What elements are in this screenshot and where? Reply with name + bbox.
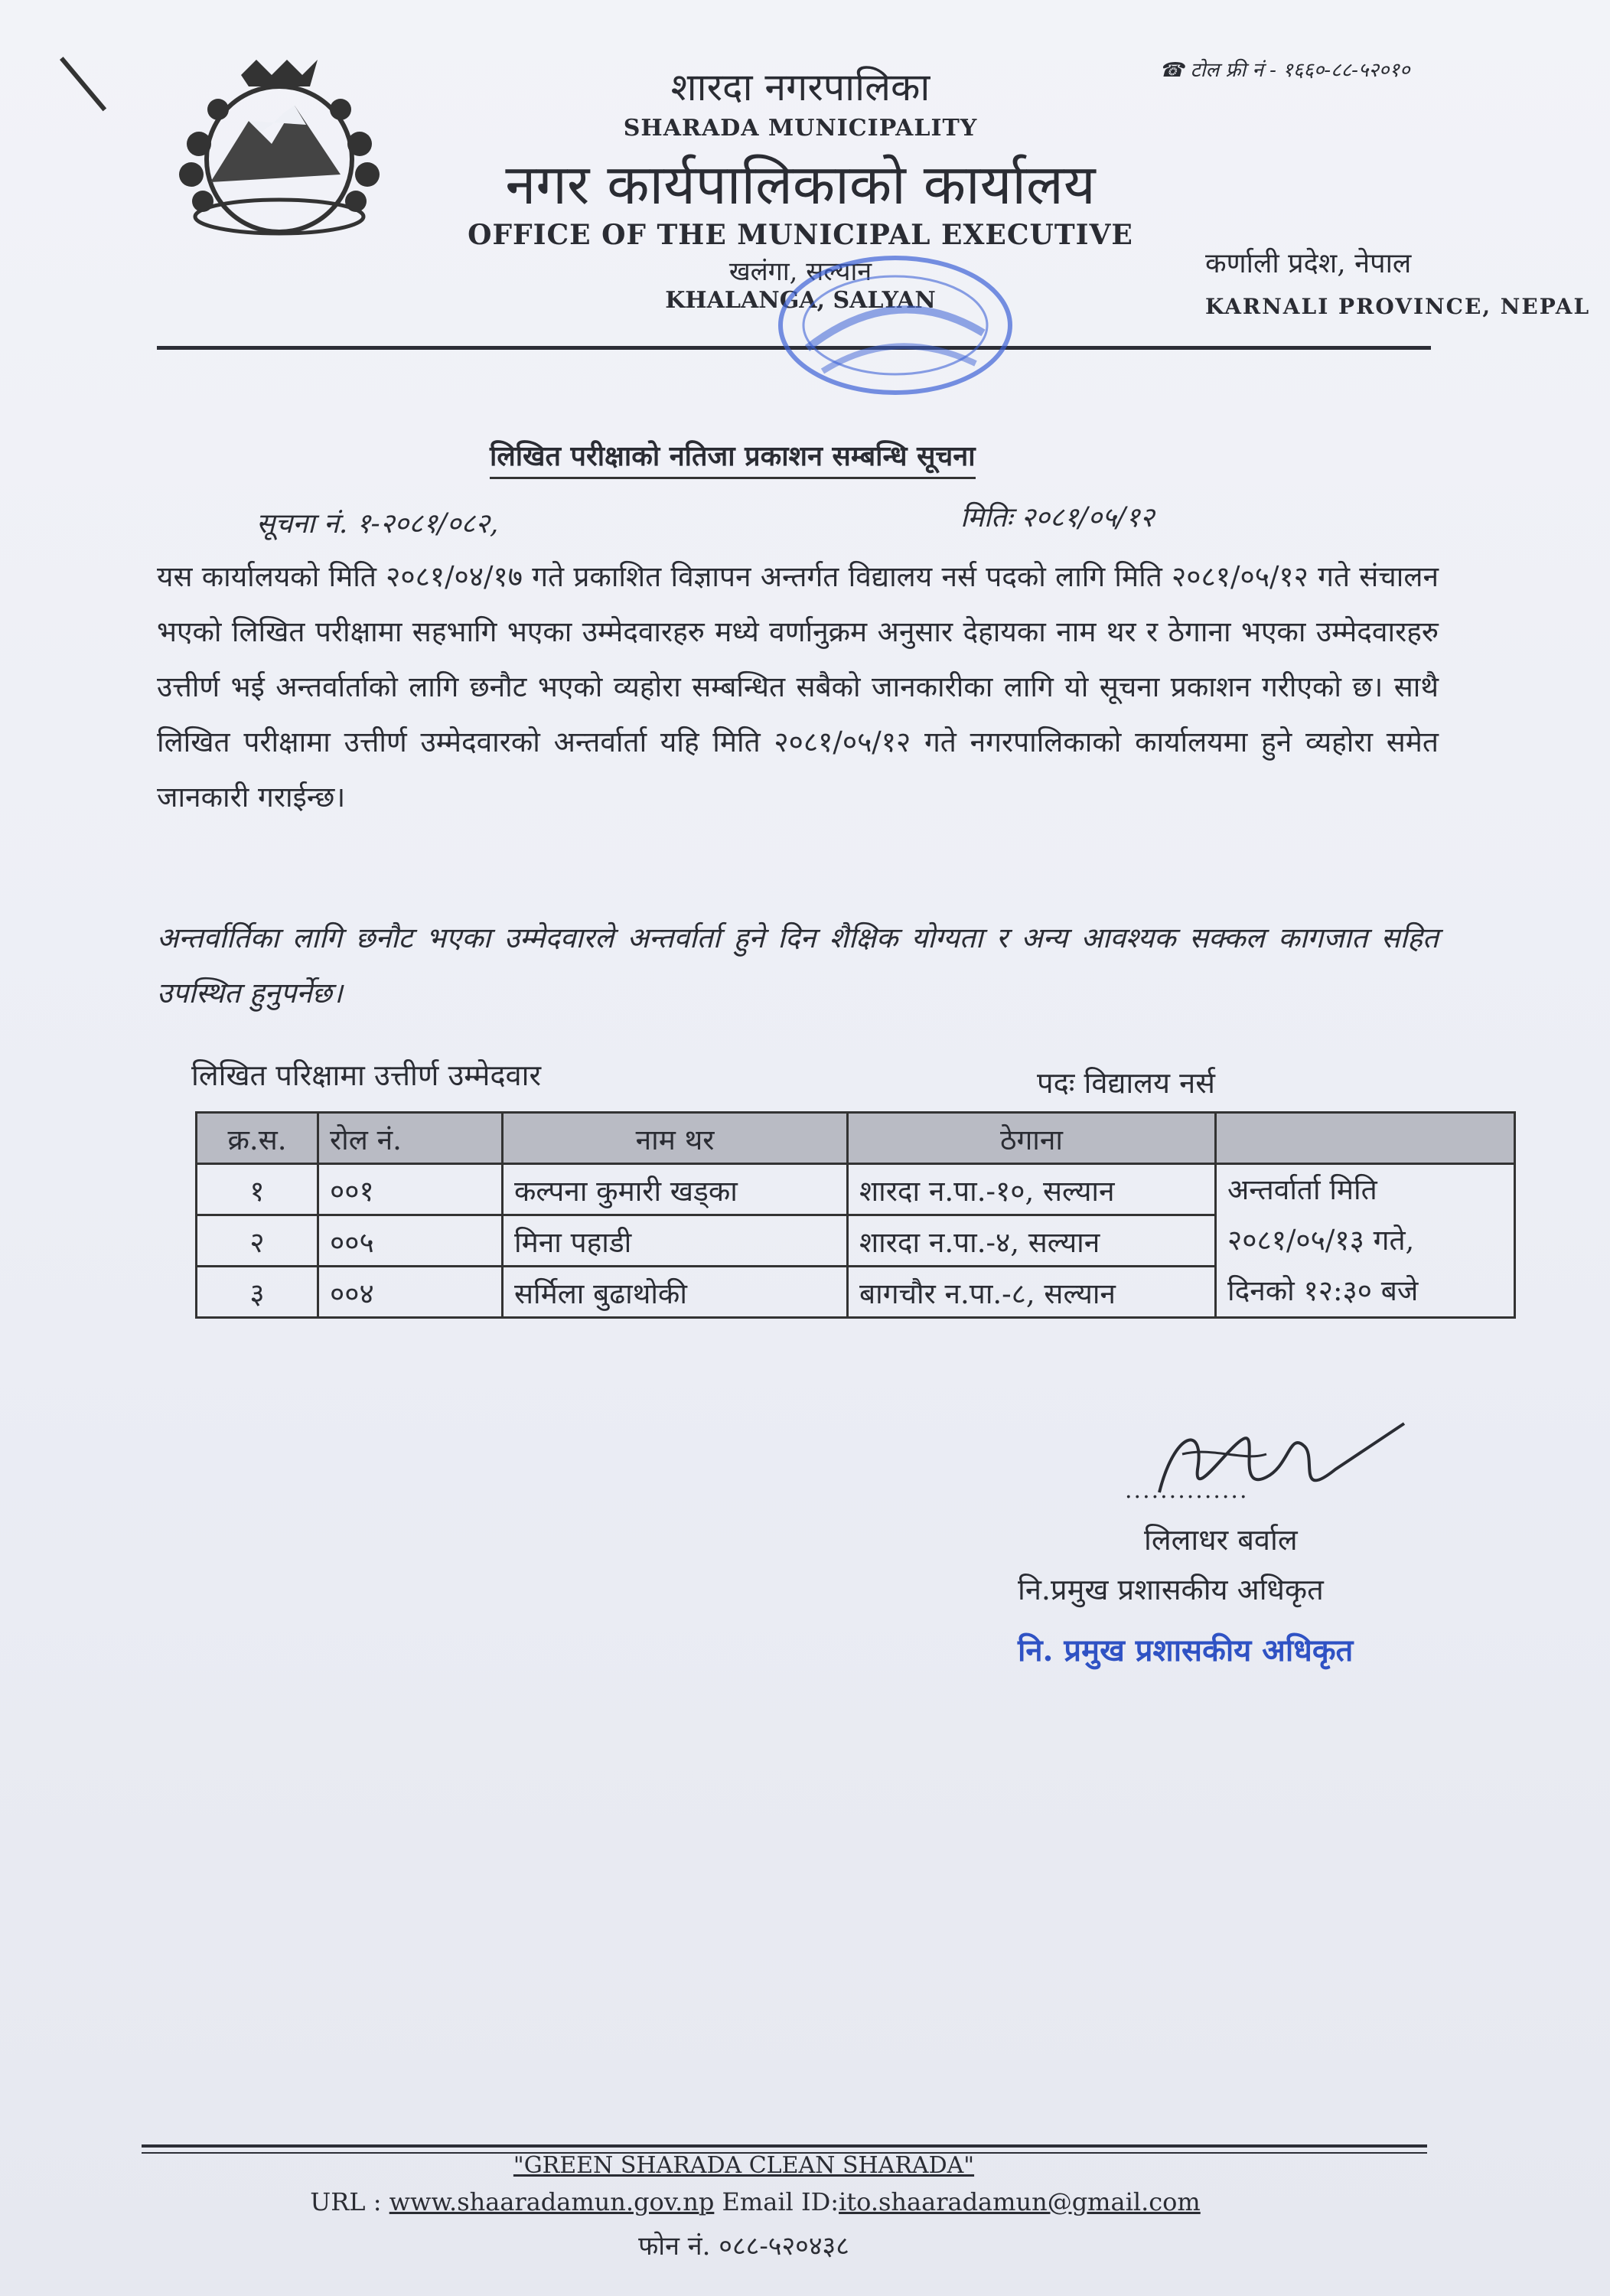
header-sn: क्र.स. [197, 1113, 318, 1164]
cell-sn: ३ [197, 1267, 318, 1318]
province-en: KARNALI PROVINCE, NEPAL [1205, 294, 1591, 319]
cell-name: मिना पहाडी [503, 1215, 848, 1267]
interview-note-line: दिनको १२:३० बजे [1227, 1274, 1419, 1307]
cell-sn: २ [197, 1215, 318, 1267]
cell-address: बागचौर न.पा.-८, सल्यान [848, 1267, 1216, 1318]
header-address: ठेगाना [848, 1113, 1216, 1164]
notice-date: मितिः २०८१/०५/१२ [960, 502, 1155, 533]
cell-roll: ००१ [318, 1164, 503, 1215]
notice-reference: सूचना नं. १-२०८१/०८२, [256, 508, 499, 540]
header-remarks [1216, 1113, 1515, 1164]
footer-divider [142, 2144, 1427, 2148]
interview-note-line: अन्तर्वार्ता मिति [1227, 1173, 1377, 1206]
footer-phone: फोन नं. ०८८-५२०४३८ [638, 2231, 849, 2262]
cell-address: शारदा न.पा.-१०, सल्यान [848, 1164, 1216, 1215]
signature-line: .............. [1125, 1477, 1249, 1504]
office-stamp-icon [761, 249, 1022, 409]
notice-paragraph: यस कार्यालयको मिति २०८१/०४/१७ गते प्रकाशित विज्ञापन अन्तर्गत विद्यालय नर्स पदको लागि मिति २०८१/०५/१२ गते संचालन भएको लिखित परीक्षामा सहभागि भएका उम्मेदवारहरु मध्ये वर्णानुक्रम अनुसार देहायका नाम थर र ठेगाना भएका उम्मेदवारहरु उत्तीर्ण भई अन्तर्वार्ताको लागि छनौट भएको व्यहोरा सम्बन्धित सबैको जानकारीका लागि यो सूचना प्रकाशन गरीएको छ। साथै लिखित परीक्षामा उत्तीर्ण उम्मेदवारको अन्तर्वार्ता यहि मिति २०८१/०५/१२ गते नगरपालिकाको कार्यालयमा हुने व्यहोरा समेत जानकारी गराईन्छ। [157, 560, 1439, 814]
notice-title: लिखित परीक्षाको नतिजा प्रकाशन सम्बन्धि सूचना [490, 436, 976, 479]
header-name: नाम थर [503, 1113, 848, 1164]
header-roll: रोल नं. [318, 1113, 503, 1164]
cell-name: सर्मिला बुढाथोकी [503, 1267, 848, 1318]
footer-slogan: "GREEN SHARADA CLEAN SHARADA" [513, 2152, 975, 2179]
place-np: खलंगा, सल्यान [728, 256, 872, 287]
municipality-name-en: SHARADA MUNICIPALITY [623, 115, 978, 142]
email-label: Email ID: [714, 2187, 839, 2216]
municipality-name-np: शारदा नगरपालिका [670, 65, 930, 109]
url-label: URL : [310, 2187, 389, 2216]
signatory-title: नि.प्रमुख प्रशासकीय अधिकृत [1018, 1573, 1324, 1606]
cell-name: कल्पना कुमारी खड्का [503, 1164, 848, 1215]
post-label: पदः विद्यालय नर्स [1037, 1066, 1215, 1100]
website-link[interactable]: www.shaaradamun.gov.np [389, 2187, 715, 2216]
place-en: KHALANGA, SALYAN [665, 287, 936, 314]
table-header-row [197, 1113, 1515, 1164]
signature-icon [1113, 1401, 1419, 1531]
office-name-en: OFFICE OF THE MUNICIPAL EXECUTIVE [468, 219, 1133, 251]
email-link[interactable]: ito.shaaradamun@gmail.com [839, 2187, 1201, 2216]
signatory-stamp: नि. प्रमुख प्रशासकीय अधिकृत [1018, 1632, 1354, 1668]
cell-roll: ००५ [318, 1215, 503, 1267]
toll-free-number: ☎ टोल फ्री नं - १६६०-८८-५२०१० [1159, 59, 1410, 82]
cell-sn: १ [197, 1164, 318, 1215]
cell-address: शारदा न.पा.-४, सल्यान [848, 1215, 1216, 1267]
interview-note [1216, 1164, 1515, 1318]
footer-contact [0, 2187, 1560, 2216]
office-name-np: नगर कार्यपालिकाको कार्यालय [505, 152, 1096, 217]
results-table [195, 1111, 1516, 1319]
signatory-name: लिलाधर बर्वाल [1144, 1523, 1298, 1557]
phone-icon: ☎ [1159, 59, 1185, 82]
province-np: कर्णाली प्रदेश, नेपाल [1205, 248, 1412, 279]
interview-note-line: २०८१/०५/१३ गते, [1227, 1224, 1415, 1257]
instruction-paragraph: अन्तर्वार्तिका लागि छनौट भएका उम्मेदवारले अन्तर्वार्ता हुने दिन शैक्षिक योग्यता र अन्य आवश्यक सक्कल कागजात सहित उपस्थित हुनुपर्नेछ। [157, 921, 1439, 1009]
cell-roll: ००४ [318, 1267, 503, 1318]
table-caption: लिखित परिक्षामा उत्तीर्ण उम्मेदवार [191, 1058, 542, 1092]
table-row [197, 1164, 1515, 1215]
